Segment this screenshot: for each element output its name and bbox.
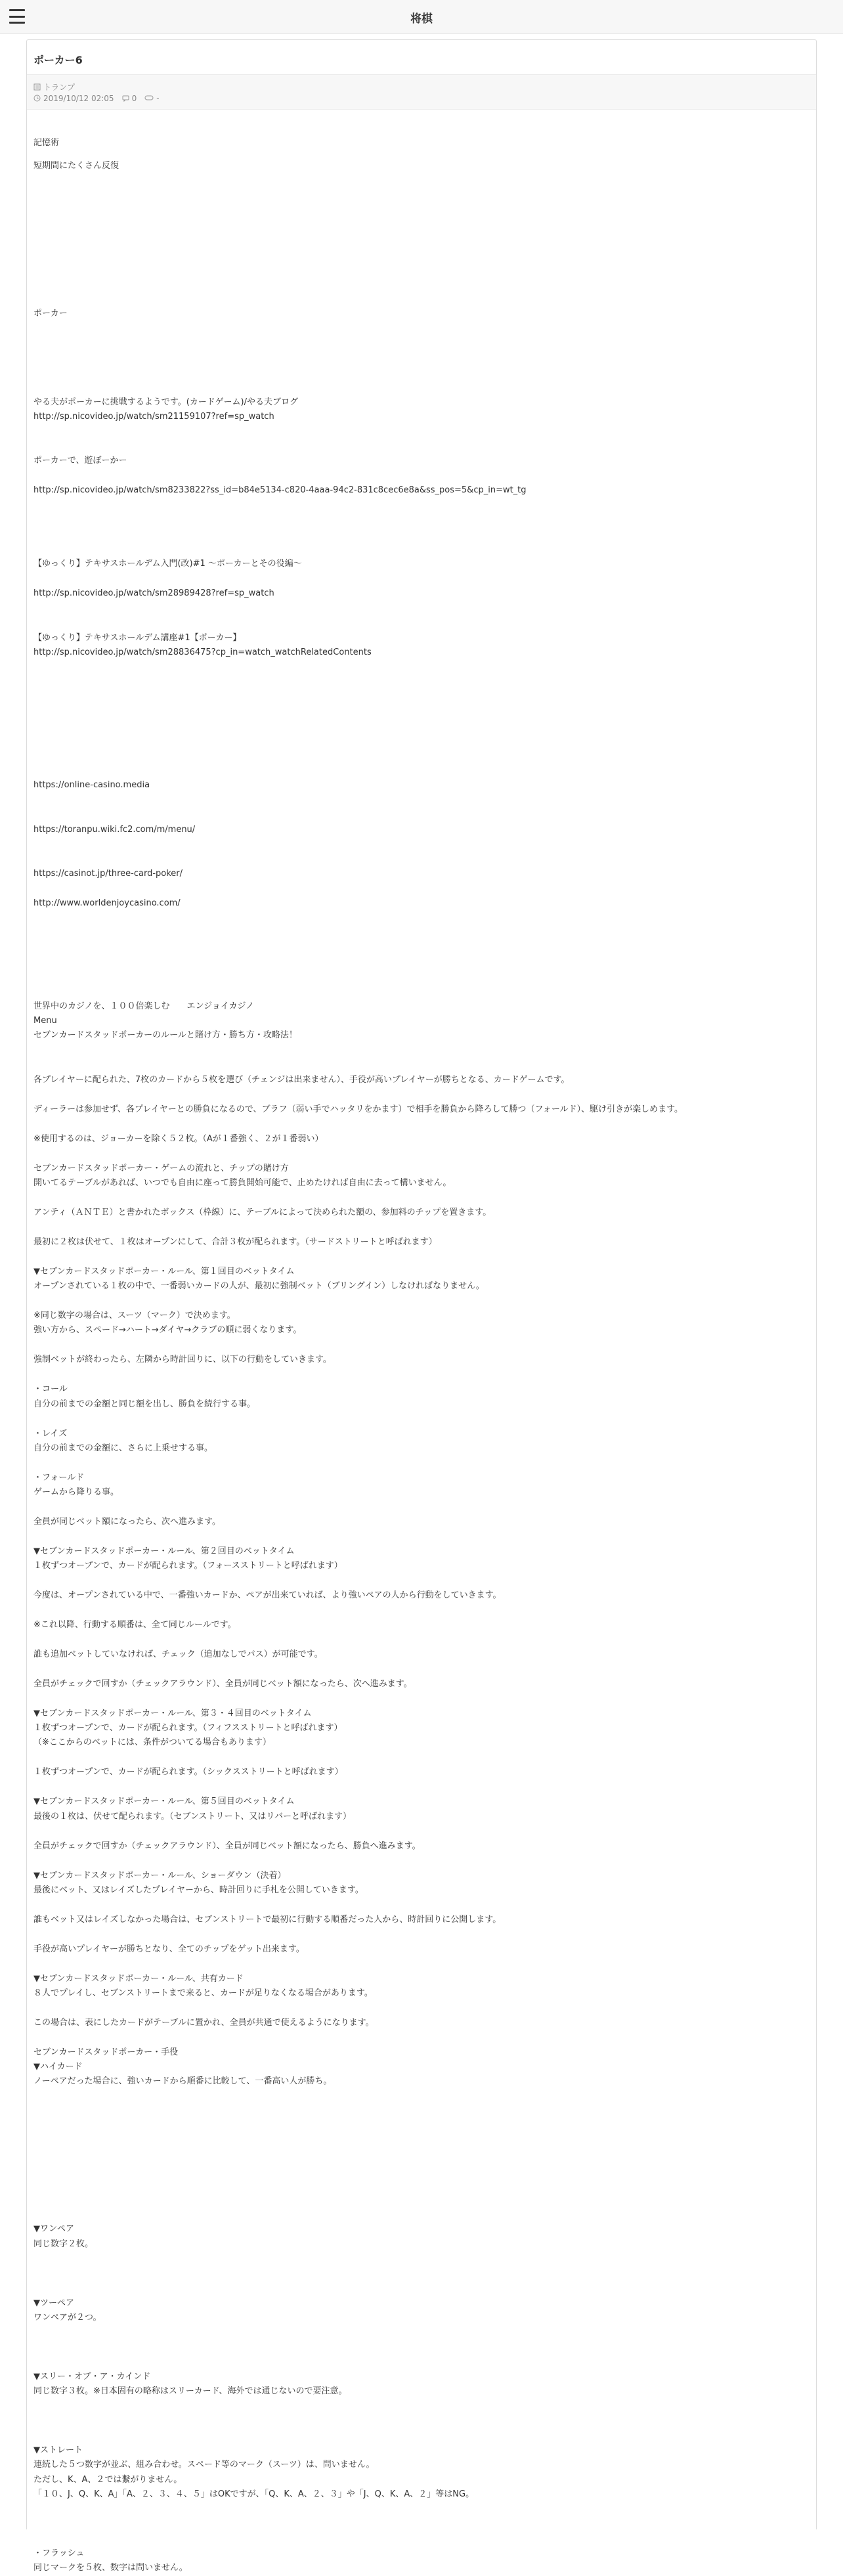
- content-line: 同じ数字３枚。※日本固有の略称はスリーカード、海外では通じないので要注意。: [33, 2386, 347, 2396]
- content-line: この場合は、表にしたカードがテーブルに置かれ、全員が共通で使えるようになります。: [33, 2018, 374, 2028]
- article-card: [26, 39, 817, 2573]
- content-line: 全員が同じベット額になったら、次へ進みます。: [33, 1517, 221, 1527]
- top-bar: [0, 0, 843, 34]
- folder-icon: [33, 83, 41, 91]
- content-line: １枚ずつオープンで、カードが配られます。（シックスストリートと呼ばれます）: [33, 1767, 343, 1777]
- content-line: セブンカードスタッドポーカー・ゲームの流れと、チップの賭け方: [33, 1164, 289, 1173]
- content-line: 自分の前までの金額と同じ額を出し、勝負を続行する事。: [33, 1399, 256, 1409]
- comment-count[interactable]: 0: [131, 93, 137, 103]
- content-line: ・コール: [33, 1384, 68, 1394]
- content-line: ・レイズ: [33, 1429, 68, 1439]
- content-line: （※ここからのベットには、条件がついてる場合もあります）: [33, 1737, 271, 1747]
- content-line: 全員がチェックで回すか（チェックアラウンド）、全員が同じベット額になったら、勝負へ進みます。: [33, 1841, 421, 1851]
- content-line: 自分の前までの金額に、さらに上乗せする事。: [33, 1443, 213, 1453]
- content-line: 同じマークを５枚、数字は問いません。: [33, 2563, 188, 2573]
- content-line: 同じ数字２枚。: [33, 2239, 94, 2249]
- content-line: ８人でプレイし、セブンストリートまで来ると、カードが足りなくなる場合があります。: [33, 1988, 373, 1998]
- content-line: ただし、K、A、２では繋がりません。: [33, 2475, 183, 2485]
- comment-icon: [122, 95, 129, 102]
- content-line: ▼スリー・オブ・ア・カインド: [33, 2372, 151, 2382]
- content-link[interactable]: http://www.worldenjoycasino.com/: [33, 898, 181, 908]
- content-line: ※使用するのは、ジョーカーを除く５２枚。（Aが１番強く、２が１番弱い）: [33, 1134, 324, 1144]
- content-line: ディーラーは参加せず、各プレイヤーとの勝負になるので、ブラフ（弱い手でハッタリをかます）で相手を勝負から降ろして勝つ（フォールド）、駆け引きが楽しめます。: [33, 1104, 683, 1114]
- content-line: 最初に２枚は伏せて、１枚はオープンにして、合計３枚が配られます。（サードストリートと呼ばれます）: [33, 1237, 437, 1247]
- content-line: ゲームから降りる事。: [33, 1487, 119, 1497]
- content-line: ・フォールド: [33, 1473, 85, 1483]
- content-line: 「１０、J、Q、K、A」「A、２、３、４、５」はOKですが、「Q、K、A、２、３」や「J、Q、K、A、２」等はNG。: [33, 2489, 475, 2499]
- content-link[interactable]: https://online-casino.media: [33, 780, 150, 790]
- content-line: ▼ハイカード: [33, 2062, 83, 2072]
- content-line: 各プレイヤーに配られた、7枚のカードから５枚を選び（チェンジは出来ません）、手役が高いプレイヤーが勝ちとなる、カードゲームです。: [33, 1075, 570, 1085]
- content-line: １枚ずつオープンで、カードが配られます。（フィフスストリートと呼ばれます）: [33, 1723, 343, 1733]
- content-line: １枚ずつオープンで、カードが配られます。（フォースストリートと呼ばれます）: [33, 1561, 343, 1571]
- content-line: 強い方から、スペード→ハート→ダイヤ→クラブの順に弱くなります。: [33, 1325, 302, 1335]
- content-line: ワンペアが２つ。: [33, 2313, 102, 2323]
- content-line: セブンカードスタッドポーカーのルールと賭け方・勝ち方・攻略法！: [33, 1030, 297, 1040]
- content-link[interactable]: http://sp.nicovideo.jp/watch/sm28989428?ref=sp_watch: [33, 588, 274, 598]
- trackback-icon: [144, 95, 154, 102]
- content-line: 世界中のカジノを、１００倍楽しむ エンジョイカジノ: [33, 1001, 254, 1011]
- content-line: 全員がチェックで回すか（チェックアラウンド）、全員が同じベット額になったら、次へ進みます。: [33, 1679, 412, 1689]
- content-line: ▼セブンカードスタッドポーカー・ルール、第１回目のベットタイム: [33, 1267, 295, 1277]
- content-line: 【ゆっくり】テキサスホールデム講座#1【ポーカー】: [33, 633, 242, 643]
- post-date: 2019/10/12 02:05: [43, 93, 114, 103]
- content-line: セブンカードスタッドポーカー・手役: [33, 2047, 179, 2057]
- content-link[interactable]: http://sp.nicovideo.jp/watch/sm28836475?cp_in=watch_watchRelatedContents: [33, 647, 372, 657]
- content-line: ポーカーで、遊ぼーかー: [33, 456, 127, 466]
- content-line: 記憶術: [33, 138, 60, 148]
- content-line: 【ゆっくり】テキサスホールデム入門(改)#1 〜ポーカーとその役編〜: [33, 559, 302, 569]
- content-line: ▼セブンカードスタッドポーカー・ルール、共有カード: [33, 1974, 244, 1984]
- content-line: 誰もベット又はレイズしなかった場合は、セブンストリートで最初に行動する順番だった人から、時計回りに公開します。: [33, 1915, 502, 1925]
- content-line: 今度は、オープンされている中で、一番強いカードか、ペアが出来ていれば、より強いペアの人から行動をしていきます。: [33, 1590, 502, 1600]
- content-line: やる夫がポーカーに挑戦するようです。(カードゲーム)/やる夫ブログ: [33, 397, 298, 407]
- content-line: Menu: [33, 1016, 57, 1026]
- content-line: ▼セブンカードスタッドポーカー・ルール、第３・４回目のベットタイム: [33, 1709, 312, 1718]
- article-title: ポーカー6: [33, 54, 83, 66]
- content-link[interactable]: https://casinot.jp/three-card-poker/: [33, 869, 183, 879]
- content-line: オープンされている１枚の中で、一番弱いカードの人が、最初に強制ベット（ブリングイン）しなければなりません。: [33, 1281, 485, 1291]
- content-line: 最後にベット、又はレイズしたプレイヤーから、時計回りに手札を公開していきます。: [33, 1885, 364, 1895]
- trackback-count[interactable]: -: [156, 93, 160, 103]
- content-link[interactable]: https://toranpu.wiki.fc2.com/m/menu/: [33, 825, 196, 835]
- content-line: 短期間にたくさん反復: [33, 161, 119, 171]
- content-line: 開いてるテーブルがあれば、いつでも自由に座って勝負開始可能で、止めたければ自由に去って構いません。: [33, 1178, 452, 1188]
- content-link[interactable]: http://sp.nicovideo.jp/watch/sm21159107?ref=sp_watch: [33, 412, 274, 422]
- content-line: ▼ワンペア: [33, 2224, 74, 2234]
- content-line: ▼ストレート: [33, 2445, 83, 2455]
- content-line: ノーペアだった場合に、強いカードから順番に比較して、一番高い人が勝ち。: [33, 2076, 332, 2086]
- content-line: ▼セブンカードスタッドポーカー・ルール、ショーダウン（決着）: [33, 1871, 286, 1881]
- content-line: ▼セブンカードスタッドポーカー・ルール、第２回目のベットタイム: [33, 1546, 295, 1556]
- content-line: ・フラッシュ: [33, 2548, 85, 2558]
- category-link[interactable]: トランプ: [43, 83, 76, 92]
- content-line: 誰も追加ベットしていなければ、チェック（追加なしでパス）が可能です。: [33, 1649, 323, 1659]
- content-line: アンティ（ＡＮＴＥ）と書かれたボックス（枠線）に、テーブルによって決められた額の、参加料のチップを置きます。: [33, 1208, 492, 1217]
- clock-icon: [33, 95, 41, 102]
- content-line: 最後の１枚は、伏せて配られます。（セブンストリート、又はリバーと呼ばれます）: [33, 1812, 351, 1822]
- content-line: ※これ以降、行動する順番は、全て同じルールです。: [33, 1620, 236, 1630]
- content-line: 連続した５つ数字が並ぶ、組み合わせ。スペード等のマーク（スーツ）は、問いません。: [33, 2460, 375, 2470]
- content-line: 手役が高いプレイヤーが勝ちとなり、全てのチップをゲット出来ます。: [33, 1944, 305, 1954]
- content-line: ▼ツーペア: [33, 2298, 74, 2308]
- content-link[interactable]: http://sp.nicovideo.jp/watch/sm8233822?ss_id=b84e5134-c820-4aaa-94c2-831c8cec6e8a&ss_pos=5&cp_in=wt_tg: [33, 485, 527, 495]
- content-line: ポーカー: [33, 309, 68, 318]
- content-line: 強制ベットが終わったら、左隣から時計回りに、以下の行動をしていきます。: [33, 1355, 332, 1364]
- article-meta: [27, 74, 816, 110]
- content-line: ▼セブンカードスタッドポーカー・ルール、第５回目のベットタイム: [33, 1797, 295, 1806]
- site-title[interactable]: 将棋: [410, 12, 433, 26]
- content-line: ※同じ数字の場合は、スーツ（マーク）で決めます。: [33, 1311, 236, 1321]
